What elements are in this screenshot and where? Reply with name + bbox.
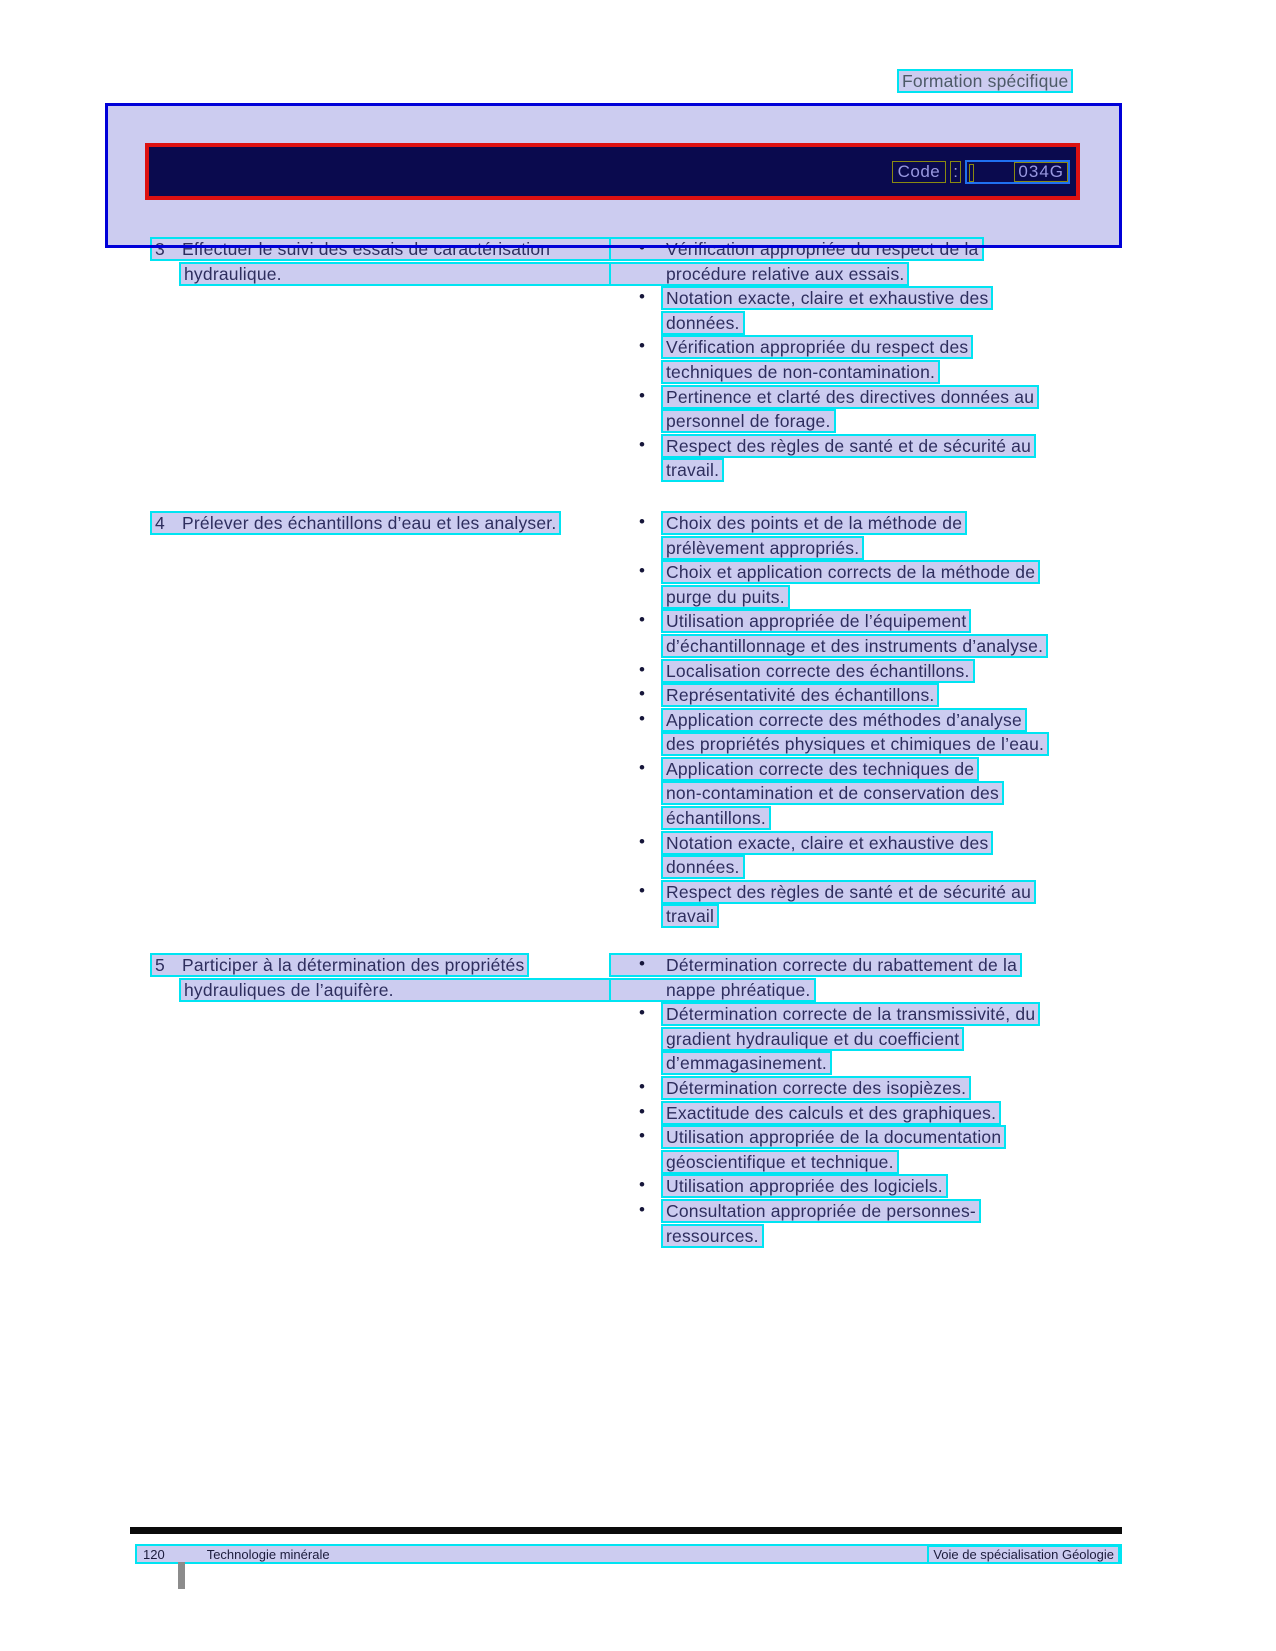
statement-cell: [150, 237, 609, 483]
text-cursor: [178, 1562, 185, 1589]
criterion-line: Respect des règles de santé et de sécurité au: [661, 880, 1036, 904]
criterion-line: Consultation appropriée de personnes-: [661, 1199, 981, 1223]
section-label: Formation spécifique: [897, 69, 1073, 93]
bullet-icon: •: [639, 511, 645, 531]
criterion-line: Application correcte des techniques de: [661, 757, 979, 781]
bullet-icon: •: [639, 708, 645, 728]
item-number: 3: [155, 239, 165, 259]
criteria-cell: [609, 511, 1055, 929]
criterion-line: Détermination correcte des isopièzes.: [661, 1076, 971, 1100]
code-colon: :: [950, 161, 961, 183]
statement-line: Participer à la détermination des propriétés: [182, 955, 525, 976]
statement-line: Prélever des échantillons d’eau et les analyser.: [182, 512, 557, 533]
criterion-line: Vérification appropriée du respect de la: [609, 237, 984, 261]
bullet-icon: •: [639, 954, 645, 974]
criterion-line: données.: [661, 311, 745, 335]
bullet-icon: •: [639, 1003, 645, 1023]
criterion-line: personnel de forage.: [661, 409, 836, 433]
title-bar: [145, 143, 1080, 200]
criterion-line: Pertinence et clarté des directives données au: [661, 385, 1039, 409]
criterion-line: travail: [661, 904, 719, 928]
bullet-icon: •: [639, 561, 645, 581]
code-cursor-tick: [969, 164, 974, 182]
bullet-icon: •: [639, 831, 645, 851]
criterion-line: nappe phréatique.: [609, 978, 816, 1002]
footer-rule: [130, 1527, 1122, 1534]
criterion-line: Détermination correcte de la transmissivité, du: [661, 1002, 1040, 1026]
code-value: 034G: [1014, 162, 1068, 182]
criterion-line: ressources.: [661, 1224, 764, 1248]
criteria-cell: [609, 953, 1055, 1248]
statement-line: hydrauliques de l’aquifère.: [184, 979, 394, 1000]
criteria-cell: [609, 237, 1055, 483]
table-row: [150, 237, 1055, 483]
item-number: 4: [155, 512, 165, 533]
criterion-line: Choix des points et de la méthode de: [661, 511, 967, 535]
criterion-line: Utilisation appropriée des logiciels.: [661, 1174, 948, 1198]
criterion-line: d’échantillonnage et des instruments d’analyse.: [661, 634, 1048, 658]
statement-cell: [150, 511, 609, 929]
criterion-line: travail.: [661, 458, 724, 482]
page-number: 120: [143, 1546, 165, 1562]
item-number: 5: [155, 955, 165, 976]
criterion-line: données.: [661, 855, 745, 879]
bullet-icon: •: [639, 880, 645, 900]
criterion-line: échantillons.: [661, 806, 771, 830]
table-row: [150, 511, 1055, 929]
footer-band: [135, 1544, 1122, 1564]
statement-line: Effectuer le suivi des essais de caractérisation: [182, 239, 551, 259]
bullet-icon: •: [639, 1199, 645, 1219]
criterion-line: Application correcte des méthodes d’analyse: [661, 708, 1027, 732]
bullet-icon: •: [639, 336, 645, 356]
bullet-icon: •: [639, 659, 645, 679]
table-row: [150, 953, 1055, 1248]
criterion-line: Choix et application corrects de la méthode de: [661, 560, 1040, 584]
criterion-line: purge du puits.: [661, 585, 790, 609]
criterion-line: gradient hydraulique et du coefficient: [661, 1027, 964, 1051]
criterion-line: Notation exacte, claire et exhaustive des: [661, 286, 993, 310]
criteria-table: [150, 237, 1055, 1248]
criterion-line: géoscientifique et technique.: [661, 1150, 899, 1174]
bullet-icon: •: [639, 1126, 645, 1146]
bullet-icon: •: [639, 610, 645, 630]
criterion-line: Représentativité des échantillons.: [661, 683, 939, 707]
criterion-line: Utilisation appropriée de la documentation: [661, 1125, 1006, 1149]
bullet-icon: •: [639, 1101, 645, 1121]
statement-cell: [150, 953, 609, 1248]
criterion-line: Notation exacte, claire et exhaustive des: [661, 831, 993, 855]
criterion-line: procédure relative aux essais.: [609, 262, 909, 286]
criterion-line: Détermination correcte du rabattement de la: [609, 953, 1022, 977]
bullet-icon: •: [639, 385, 645, 405]
footer-right-label: Voie de spécialisation Géologie: [927, 1545, 1120, 1564]
bullet-icon: •: [639, 1077, 645, 1096]
criterion-line: Vérification appropriée du respect des: [661, 335, 973, 359]
bullet-icon: •: [639, 434, 645, 454]
statement-line: hydraulique.: [184, 263, 282, 284]
footer-left-label: Technologie minérale: [206, 1546, 330, 1562]
criterion-line: Exactitude des calculs et des graphiques.: [661, 1101, 1001, 1125]
bullet-icon: •: [639, 1175, 645, 1195]
bullet-icon: •: [639, 287, 645, 307]
code-label: Code: [892, 161, 947, 183]
criterion-line: prélèvement appropriés.: [661, 536, 864, 560]
criterion-line: Utilisation appropriée de l’équipement: [661, 609, 971, 633]
bullet-icon: •: [639, 757, 645, 777]
bullet-icon: •: [639, 684, 645, 704]
bullet-icon: •: [639, 238, 645, 257]
criterion-line: Respect des règles de santé et de sécurité au: [661, 434, 1036, 458]
code-field: [965, 160, 1070, 184]
title-panel: [105, 103, 1122, 248]
criterion-line: des propriétés physiques et chimiques de l’eau.: [661, 732, 1049, 756]
criterion-line: Localisation correcte des échantillons.: [661, 659, 975, 683]
criterion-line: non-contamination et de conservation des: [661, 781, 1004, 805]
criterion-line: d’emmagasinement.: [661, 1051, 832, 1075]
criterion-line: techniques de non-contamination.: [661, 360, 940, 384]
